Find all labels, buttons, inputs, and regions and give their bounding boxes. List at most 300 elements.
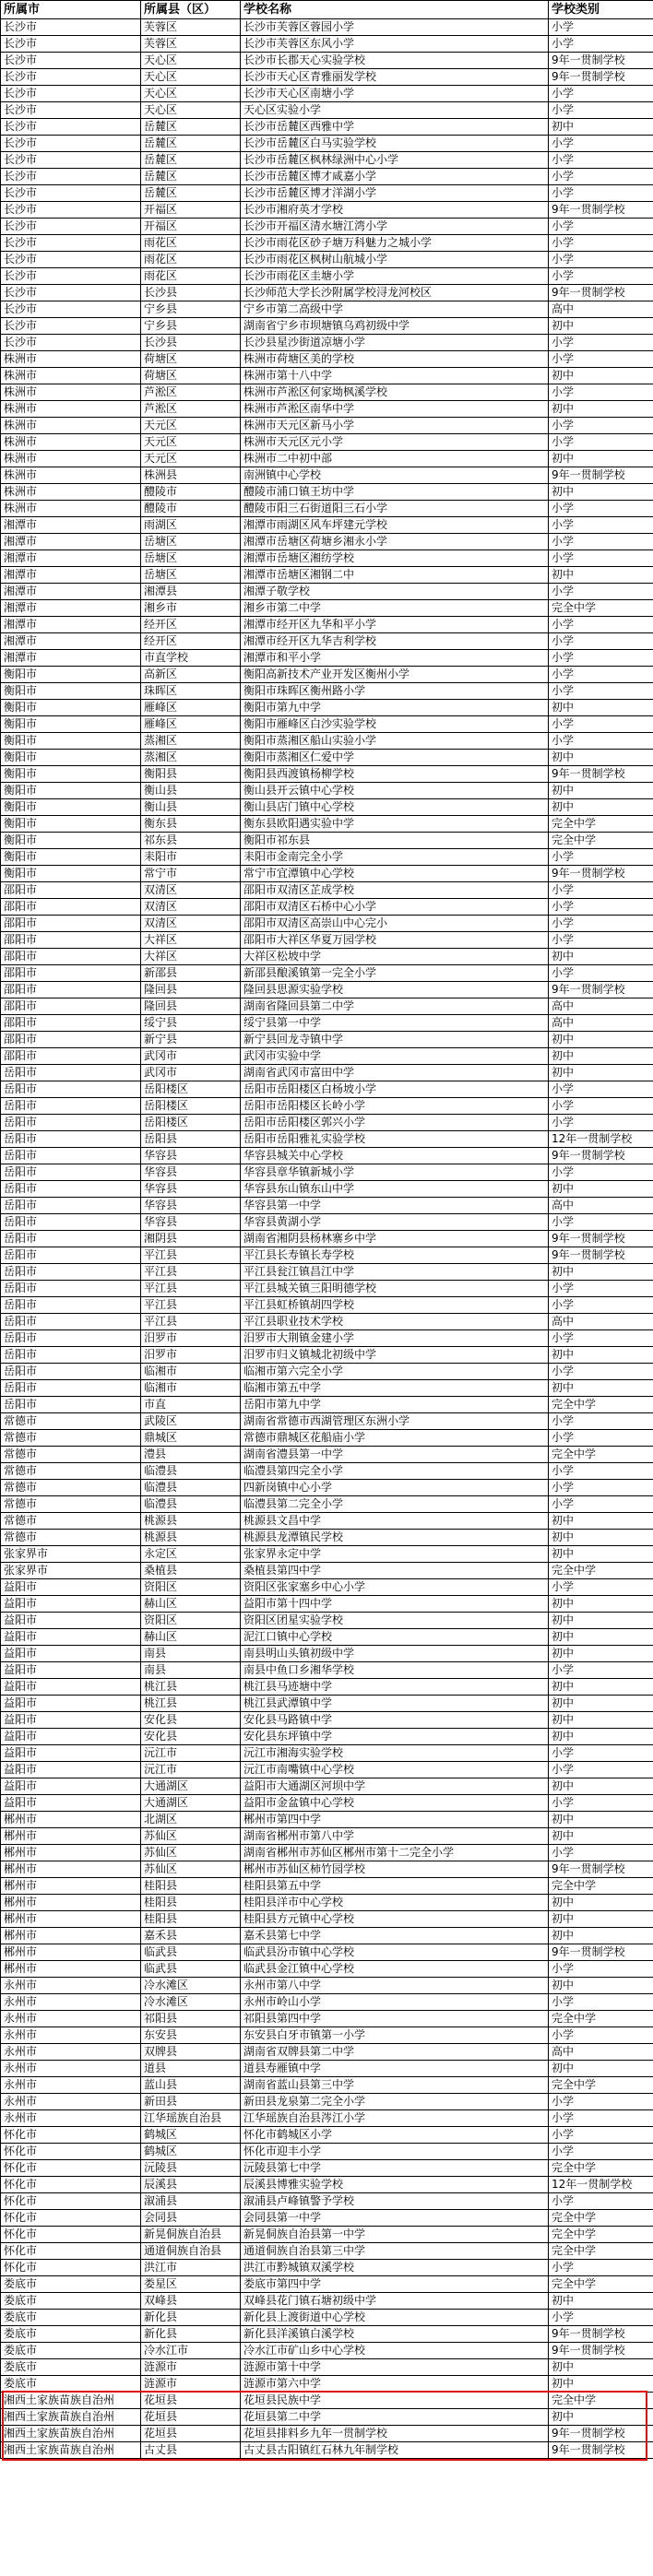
cell-school-type: 9年一贯制学校 [549,53,653,69]
cell-school-name: 怀化市鹤城区小学 [241,2127,549,2144]
cell-county: 临武县 [141,1961,241,1978]
cell-city: 岳阳市 [1,1297,141,1314]
cell-school-name: 通道侗族自治县第三中学 [241,2243,549,2260]
cell-school-name: 新化县洋溪镇白溪学校 [241,2326,549,2343]
cell-city: 益阳市 [1,1745,141,1762]
cell-school-name: 辰溪县博雅实验学校 [241,2177,549,2193]
cell-school-type: 初中 [549,401,653,418]
cell-city: 永州市 [1,2110,141,2127]
cell-school-type: 完全中学 [549,1878,653,1895]
cell-school-type: 小学 [549,1994,653,2011]
cell-county: 辰溪县 [141,2177,241,2193]
cell-city: 邵阳市 [1,949,141,965]
table-row [1,816,653,833]
cell-city: 衡阳市 [1,750,141,766]
table-row [1,1198,653,1214]
cell-county: 资阳区 [141,1613,241,1629]
cell-county: 天心区 [141,53,241,69]
cell-school-type: 初中 [549,1032,653,1048]
cell-county: 蓝山县 [141,2077,241,2094]
cell-county: 芦淞区 [141,384,241,401]
cell-county: 华容县 [141,1198,241,1214]
cell-school-name: 沅江市湘海实验学校 [241,1745,549,1762]
cell-school-type: 9年一贯制学校 [549,285,653,301]
table-row [1,335,653,351]
cell-county: 平江县 [141,1281,241,1297]
table-row [1,1679,653,1696]
cell-school-name: 华容县第一中学 [241,1198,549,1214]
cell-county: 娄星区 [141,2276,241,2293]
cell-city: 娄底市 [1,2343,141,2359]
table-row [1,683,653,700]
cell-school-type: 小学 [549,716,653,733]
cell-school-type: 小学 [549,584,653,600]
table-row [1,1530,653,1546]
cell-city: 邵阳市 [1,1032,141,1048]
cell-county: 荷塘区 [141,368,241,384]
table-row [1,1579,653,1596]
cell-county: 岳阳楼区 [141,1098,241,1115]
cell-county: 天元区 [141,451,241,467]
cell-school-name: 华容县城关中心学校 [241,1148,549,1164]
cell-school-name: 邵阳市双清区石桥中心小学 [241,899,549,916]
cell-city: 娄底市 [1,2376,141,2393]
cell-city: 湘潭市 [1,617,141,633]
cell-school-name: 长沙市岳麓区博才洋湖小学 [241,185,549,202]
cell-school-name: 新晃侗族自治县第一中学 [241,2227,549,2243]
cell-school-name: 益阳市大通湖区河坝中学 [241,1778,549,1795]
cell-school-type: 小学 [549,733,653,750]
cell-school-type: 小学 [549,1496,653,1513]
cell-city: 湘西土家族苗族自治州 [1,2426,141,2442]
cell-school-type: 小学 [549,2260,653,2276]
table-row [1,1281,653,1297]
cell-school-name: 株洲市天元区新马小学 [241,418,549,434]
table-row [1,451,653,467]
table-row [1,916,653,932]
cell-school-type: 9年一贯制学校 [549,2326,653,2343]
cell-school-type: 初中 [549,750,653,766]
cell-school-name: 长沙市湘府英才学校 [241,202,549,219]
cell-county: 平江县 [141,1297,241,1314]
cell-school-type: 高中 [549,301,653,318]
cell-county: 花垣县 [141,2409,241,2426]
table-row [1,19,653,36]
cell-city: 娄底市 [1,2359,141,2376]
cell-city: 益阳市 [1,1795,141,1812]
cell-school-type: 小学 [549,434,653,451]
cell-city: 岳阳市 [1,1098,141,1115]
cell-school-name: 醴陵市阳三石街道阳三石小学 [241,501,549,517]
cell-county: 大祥区 [141,932,241,949]
cell-school-type: 小学 [549,1413,653,1430]
table-row [1,2409,653,2426]
cell-city: 衡阳市 [1,783,141,799]
cell-city: 常德市 [1,1463,141,1480]
cell-school-name: 湘潭市雨湖区风车坪建元学校 [241,517,549,534]
cell-city: 衡阳市 [1,766,141,783]
table-row [1,534,653,550]
cell-school-name: 大祥区松坡中学 [241,949,549,965]
table-row [1,1895,653,1911]
cell-city: 长沙市 [1,152,141,169]
cell-city: 怀化市 [1,2177,141,2193]
cell-school-type: 高中 [549,1314,653,1330]
cell-school-name: 平江县长寿镇长寿学校 [241,1247,549,1264]
table-row [1,1164,653,1181]
cell-school-name: 华容县东山镇东山中学 [241,1181,549,1198]
cell-school-type: 小学 [549,86,653,102]
cell-school-type: 完全中学 [549,2011,653,2027]
cell-city: 衡阳市 [1,683,141,700]
cell-county: 临湘市 [141,1364,241,1380]
cell-school-name: 湖南省常德市西湖管理区东洲小学 [241,1413,549,1430]
cell-city: 娄底市 [1,2326,141,2343]
cell-city: 衡阳市 [1,816,141,833]
cell-school-name: 岳阳市岳阳雅礼实验学校 [241,1131,549,1148]
cell-city: 株洲市 [1,368,141,384]
cell-school-name: 南县中鱼口乡湘华学校 [241,1662,549,1679]
cell-school-type: 小学 [549,335,653,351]
cell-school-type: 初中 [549,1629,653,1646]
table-row [1,2144,653,2160]
cell-school-type: 初中 [549,1048,653,1065]
cell-school-type: 完全中学 [549,2243,653,2260]
cell-city: 岳阳市 [1,1347,141,1364]
table-row [1,1513,653,1530]
cell-school-name: 安化县东坪镇中学 [241,1729,549,1745]
cell-county: 桃源县 [141,1513,241,1530]
table-row [1,783,653,799]
table-row [1,584,653,600]
table-row [1,2027,653,2044]
cell-school-type: 9年一贯制学校 [549,2442,653,2459]
cell-city: 株洲市 [1,384,141,401]
cell-city: 岳阳市 [1,1148,141,1164]
cell-school-type: 小学 [549,2110,653,2127]
cell-school-name: 东安县白牙市镇第一小学 [241,2027,549,2044]
cell-city: 郴州市 [1,1878,141,1895]
cell-school-name: 溆浦县卢峰镇警予学校 [241,2193,549,2210]
cell-city: 邵阳市 [1,882,141,899]
cell-county: 苏仙区 [141,1828,241,1845]
cell-city: 长沙市 [1,36,141,53]
cell-county: 湘阴县 [141,1231,241,1247]
cell-school-type: 初中 [549,1778,653,1795]
cell-city: 长沙市 [1,235,141,252]
cell-city: 娄底市 [1,2310,141,2326]
cell-school-type: 初中 [549,1181,653,1198]
cell-school-type: 小学 [549,916,653,932]
cell-school-name: 湖南省澧县第一中学 [241,1447,549,1463]
cell-county: 耒阳市 [141,849,241,866]
cell-school-name: 衡阳市第九中学 [241,700,549,716]
cell-county: 华容县 [141,1148,241,1164]
cell-county: 平江县 [141,1247,241,1264]
cell-city: 株洲市 [1,484,141,501]
cell-school-name: 醴陵市浦口镇王坊中学 [241,484,549,501]
cell-county: 雁峰区 [141,700,241,716]
cell-city: 常德市 [1,1447,141,1463]
cell-city: 怀化市 [1,2160,141,2177]
table-row [1,2343,653,2359]
table-row [1,1646,653,1662]
cell-city: 岳阳市 [1,1214,141,1231]
cell-county: 冷水滩区 [141,1994,241,2011]
header-city: 所属市 [1,1,141,19]
cell-school-name: 株洲市荷塘区美的学校 [241,351,549,368]
cell-county: 临湘市 [141,1380,241,1397]
cell-city: 邵阳市 [1,932,141,949]
cell-city: 邵阳市 [1,899,141,916]
cell-city: 岳阳市 [1,1164,141,1181]
cell-county: 苏仙区 [141,1845,241,1861]
cell-school-type: 完全中学 [549,600,653,617]
table-row [1,467,653,484]
cell-school-name: 桃江县马迹塘中学 [241,1679,549,1696]
table-row [1,501,653,517]
cell-school-type: 初中 [549,1065,653,1081]
table-row [1,2061,653,2077]
cell-school-type: 小学 [549,534,653,550]
cell-county: 临澧县 [141,1496,241,1513]
cell-city: 长沙市 [1,69,141,86]
cell-school-type: 9年一贯制学校 [549,1944,653,1961]
cell-school-type: 小学 [549,19,653,36]
cell-school-type: 小学 [549,1330,653,1347]
cell-city: 岳阳市 [1,1330,141,1347]
cell-school-type: 9年一贯制学校 [549,982,653,998]
cell-county: 双牌县 [141,2044,241,2061]
cell-school-name: 新邵县酿溪镇第一完全小学 [241,965,549,982]
cell-city: 长沙市 [1,136,141,152]
table-row [1,882,653,899]
cell-school-name: 湖南省湘阴县杨林寨乡中学 [241,1231,549,1247]
cell-school-type: 初中 [549,1546,653,1563]
cell-school-type: 小学 [549,617,653,633]
table-row [1,2310,653,2326]
cell-school-type: 9年一贯制学校 [549,467,653,484]
cell-county: 雨花区 [141,268,241,285]
cell-city: 常德市 [1,1530,141,1546]
cell-school-type: 12年一贯制学校 [549,1131,653,1148]
cell-school-name: 长沙市岳麓区白马实验学校 [241,136,549,152]
cell-county: 湘乡市 [141,600,241,617]
cell-county: 新晃侗族自治县 [141,2227,241,2243]
cell-city: 永州市 [1,2011,141,2027]
cell-school-name: 宁乡市第二高级中学 [241,301,549,318]
cell-city: 岳阳市 [1,1281,141,1297]
cell-city: 郴州市 [1,1961,141,1978]
cell-city: 益阳市 [1,1613,141,1629]
table-row [1,1496,653,1513]
cell-school-type: 初中 [549,1928,653,1944]
table-row [1,1745,653,1762]
cell-county: 涟源市 [141,2376,241,2393]
cell-county: 湘潭县 [141,584,241,600]
cell-city: 邵阳市 [1,998,141,1015]
cell-city: 郴州市 [1,1845,141,1861]
header-county: 所属县（区） [141,1,241,19]
cell-county: 安化县 [141,1729,241,1745]
cell-school-type: 小学 [549,136,653,152]
table-row [1,384,653,401]
cell-school-name: 临湘市第六完全小学 [241,1364,549,1380]
cell-city: 衡阳市 [1,667,141,683]
cell-school-type: 初中 [549,2293,653,2310]
cell-school-name: 临湘市第五中学 [241,1380,549,1397]
cell-school-type: 小学 [549,965,653,982]
cell-city: 怀化市 [1,2144,141,2160]
cell-school-type: 初中 [549,2409,653,2426]
cell-school-name: 临澧县第四完全小学 [241,1463,549,1480]
cell-school-type: 小学 [549,418,653,434]
cell-city: 岳阳市 [1,1264,141,1281]
cell-city: 株洲市 [1,401,141,418]
cell-school-name: 衡阳高新技术产业开发区衡州小学 [241,667,549,683]
cell-school-name: 临澧县第二完全小学 [241,1496,549,1513]
cell-city: 益阳市 [1,1712,141,1729]
cell-school-name: 岳阳市第九中学 [241,1397,549,1413]
cell-school-type: 初中 [549,1911,653,1928]
cell-county: 衡山县 [141,783,241,799]
cell-school-type: 初中 [549,783,653,799]
cell-city: 长沙市 [1,268,141,285]
cell-city: 株洲市 [1,351,141,368]
cell-school-name: 桃源县龙潭镇民学校 [241,1530,549,1546]
cell-school-type: 小学 [549,899,653,916]
cell-school-type: 小学 [549,2310,653,2326]
cell-school-type: 小学 [549,501,653,517]
cell-county: 醴陵市 [141,484,241,501]
cell-county: 华容县 [141,1181,241,1198]
table-row [1,567,653,584]
table-row [1,1380,653,1397]
cell-county: 株洲县 [141,467,241,484]
cell-county: 桂阳县 [141,1895,241,1911]
cell-school-type: 小学 [549,268,653,285]
cell-school-name: 花垣县排料乡九年一贯制学校 [241,2426,549,2442]
cell-county: 新田县 [141,2094,241,2110]
cell-school-name: 桑植县第四中学 [241,1563,549,1579]
cell-city: 衡阳市 [1,733,141,750]
cell-city: 益阳市 [1,1696,141,1712]
table-row [1,1115,653,1131]
cell-county: 桂阳县 [141,1878,241,1895]
cell-school-name: 新田县龙泉第二完全小学 [241,2094,549,2110]
cell-school-type: 高中 [549,998,653,1015]
cell-school-type: 9年一贯制学校 [549,202,653,219]
cell-school-name: 隆回县思源实验学校 [241,982,549,998]
cell-city: 岳阳市 [1,1198,141,1214]
table-row [1,2276,653,2293]
cell-city: 长沙市 [1,335,141,351]
cell-school-type: 初中 [549,318,653,335]
table-row [1,1861,653,1878]
cell-school-name: 古丈县古阳镇红石林九年制学校 [241,2442,549,2459]
table-row [1,1148,653,1164]
cell-school-name: 湖南省隆回县第二中学 [241,998,549,1015]
cell-city: 湘潭市 [1,534,141,550]
cell-city: 长沙市 [1,202,141,219]
cell-school-name: 资阳区团星实验学校 [241,1613,549,1629]
cell-county: 华容县 [141,1164,241,1181]
cell-school-type: 初中 [549,799,653,816]
table-row [1,949,653,965]
cell-county: 双清区 [141,882,241,899]
cell-county: 天心区 [141,69,241,86]
cell-city: 张家界市 [1,1546,141,1563]
table-row [1,351,653,368]
cell-city: 湘西土家族苗族自治州 [1,2393,141,2409]
cell-school-name: 衡阳市雁峰区白沙实验学校 [241,716,549,733]
cell-county: 市直学校 [141,650,241,667]
cell-school-name: 长沙市雨花区砂子塘万科魅力之城小学 [241,235,549,252]
cell-school-type: 小学 [549,1297,653,1314]
cell-school-type: 小学 [549,1281,653,1297]
cell-school-name: 桂阳县洋市中心学校 [241,1895,549,1911]
table-row [1,285,653,301]
cell-county: 衡阳县 [141,766,241,783]
cell-school-name: 湘潭子敬学校 [241,584,549,600]
table-row [1,1314,653,1330]
cell-school-type: 9年一贯制学校 [549,69,653,86]
table-row [1,2227,653,2243]
table-row [1,252,653,268]
table-row [1,766,653,783]
table-row [1,1081,653,1098]
cell-school-type: 小学 [549,633,653,650]
cell-school-name: 南县明山头镇初级中学 [241,1646,549,1662]
cell-school-type: 完全中学 [549,2077,653,2094]
cell-city: 衡阳市 [1,716,141,733]
cell-school-name: 江华瑶族自治县涔江小学 [241,2110,549,2127]
cell-city: 长沙市 [1,169,141,185]
cell-county: 大祥区 [141,949,241,965]
cell-school-type: 小学 [549,1115,653,1131]
cell-county: 桃江县 [141,1679,241,1696]
cell-city: 益阳市 [1,1662,141,1679]
cell-school-name: 沅陵县第七中学 [241,2160,549,2177]
cell-county: 冷水滩区 [141,1978,241,1994]
cell-school-type: 初中 [549,1264,653,1281]
cell-city: 郴州市 [1,1895,141,1911]
cell-school-name: 桃源县文昌中学 [241,1513,549,1530]
cell-county: 赫山区 [141,1596,241,1613]
cell-school-name: 株洲市芦淞区何家坳枫溪学校 [241,384,549,401]
cell-school-type: 初中 [549,1596,653,1613]
table-row [1,235,653,252]
cell-school-type: 小学 [549,2144,653,2160]
table-row [1,119,653,136]
cell-city: 长沙市 [1,53,141,69]
cell-school-name: 武冈市实验中学 [241,1048,549,1065]
cell-school-name: 临武县金江镇中心学校 [241,1961,549,1978]
cell-city: 邵阳市 [1,965,141,982]
cell-school-type: 小学 [549,169,653,185]
cell-school-type: 初中 [549,1828,653,1845]
cell-city: 娄底市 [1,2293,141,2310]
table-row [1,2177,653,2193]
cell-school-name: 长沙市雨花区枫树山航城小学 [241,252,549,268]
table-row [1,1729,653,1745]
table-row [1,1032,653,1048]
table-row [1,268,653,285]
cell-county: 长沙县 [141,335,241,351]
cell-city: 湘潭市 [1,567,141,584]
cell-county: 岳麓区 [141,136,241,152]
cell-city: 湘西土家族苗族自治州 [1,2442,141,2459]
